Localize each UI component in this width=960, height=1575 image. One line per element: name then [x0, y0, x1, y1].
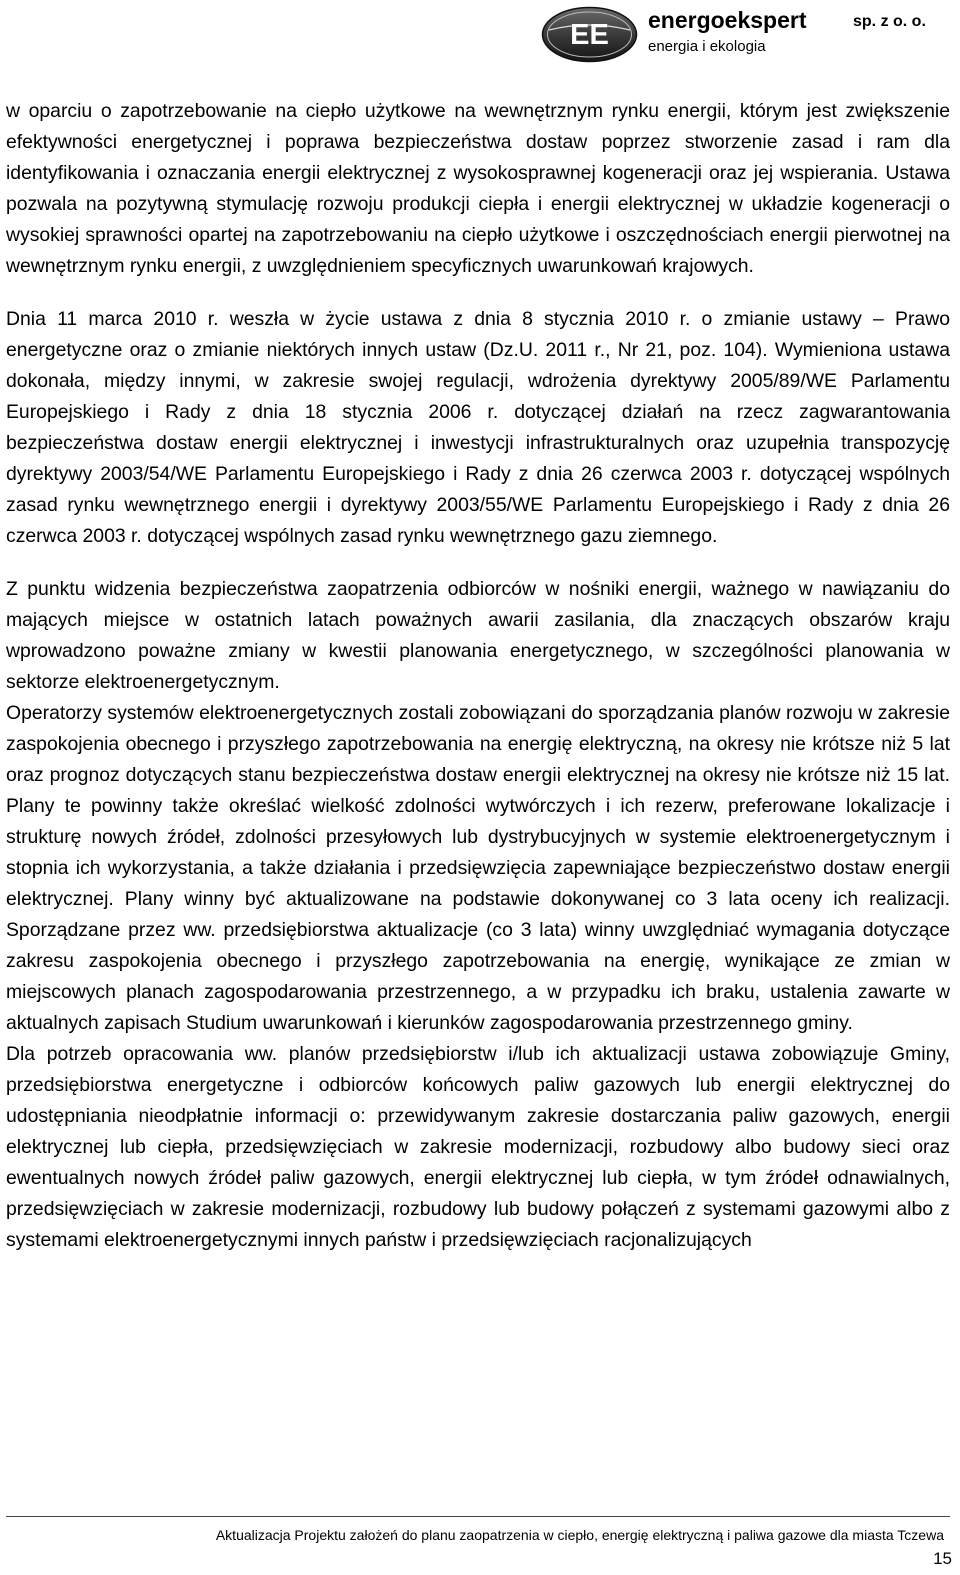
page-header: [0, 0, 960, 85]
document-body: [6, 96, 950, 1256]
energoekspert-logo-icon: [541, 6, 638, 63]
brand-tagline: energia i ekologia: [648, 38, 766, 55]
paragraph-operatorzy: Operatorzy systemów elektroenergetycznych zostali zobowiązani do sporządzania planów rozwoju w zakresie zaspokojenia obecnego i przyszłego zapotrzebowania na energię elektryczną, na okresy nie krótsze niż 5 lat oraz prognoz dotyczących stanu bezpieczeństwa dostaw energii elektrycznej na okresy nie krótsze niż 15 lat. Plany te powinny także określać wielkość zdolności wytwórczych i ich rezerw, preferowane lokalizacje i strukturę nowych źródeł, zdolności przesyłowych lub dystrybucyjnych w systemie elektroenergetycznym i stopnia ich wykorzystania, a także działania i przedsięwzięcia zapewniające bezpieczeństwo dostaw energii elektrycznej. Plany winny być aktualizowane na podstawie dokonywanej co 3 lata oceny ich realizacji. Sporządzane przez ww. przedsiębiorstwa aktualizacje (co 3 lata) winny uwzględniać wymagania dotyczące zakresu zaspokojenia obecnego i przyszłego zapotrzebowania na energię, wynikające ze zmian w miejscowych planach zagospodarowania przestrzennego, a w przypadku ich braku, ustalenia zawarte w aktualnych zapisach Studium uwarunkowań i kierunków zagospodarowania przestrzennego gminy.: [6, 702, 950, 1034]
paragraph-dla-potrzeb: Dla potrzeb opracowania ww. planów przedsiębiorstw i/lub ich aktualizacji ustawa zobowiązuje Gminy, przedsiębiorstwa energetyczne i odbiorców końcowych paliw gazowych lub energii elektrycznej do udostępniania nieodpłatnie informacji o: przewidywanym zakresie dostarczania paliw gazowych, energii elektrycznej lub ciepła, przedsięwzięciach w zakresie modernizacji, rozbudowy albo budowy sieci oraz ewentualnych nowych źródeł paliw gazowych, energii elektrycznej lub ciepła, w tym źródeł odnawialnych, przedsięwzięciach w zakresie modernizacji, rozbudowy lub budowy połączeń z systemami gazowymi albo z systemami elektroenergetycznymi innych państw i przedsięwzięciach racjonalizujących: [6, 1043, 950, 1251]
brand-name: energoekspert: [648, 7, 807, 33]
footer-title: Aktualizacja Projektu założeń do planu zaopatrzenia w ciepło, energię elektryczną i paliwa gazowe dla miasta Tczewa: [215, 1527, 944, 1543]
logo-letters: EE: [570, 19, 609, 51]
paragraph-ustawa-kogeneracja: w oparciu o zapotrzebowanie na ciepło użytkowe na wewnętrznym rynku energii, którym jest zwiększenie efektywności energetycznej i poprawa bezpieczeństwa dostaw poprzez stworzenie zasad i ram dla identyfikowania i oznaczania energii elektrycznej z wysokosprawnej kogeneracji oraz jej wspierania. Ustawa pozwala na pozytywną stymulację rozwoju produkcji ciepła i energii elektrycznej w układzie kogeneracji o wysokiej sprawności opartej na zapotrzebowaniu na ciepło użytkowe i oszczędnościach energii pierwotnej na wewnętrznym rynku energii, z uwzględnieniem specyficznych uwarunkowań krajowych.: [6, 100, 950, 277]
brand-legal-form: sp. z o. o.: [853, 13, 926, 30]
paragraph-prawo-energetyczne: Dnia 11 marca 2010 r. weszła w życie ustawa z dnia 8 stycznia 2010 r. o zmianie ustawy – Prawo energetyczne oraz o zmianie niektórych innych ustaw (Dz.U. 2011 r., Nr 21, poz. 104). Wymieniona ustawa dokonała, między innymi, w zakresie swojej regulacji, wdrożenia dyrektywy 2005/89/WE Parlamentu Europejskiego i Rady z dnia 18 stycznia 2006 r. dotyczącej działań na rzecz zagwarantowania bezpieczeństwa dostaw energii elektrycznej i inwestycji infrastrukturalnych oraz uzupełnia transpozycję dyrektywy 2003/54/WE Parlamentu Europejskiego i Rady z dnia 26 czerwca 2003 r. dotyczącej wspólnych zasad rynku wewnętrznego energii i dyrektywy 2003/55/WE Parlamentu Europejskiego i Rady z dnia 26 czerwca 2003 r. dotyczącej wspólnych zasad rynku wewnętrznego gazu ziemnego.: [6, 308, 950, 547]
page-number: 15: [933, 1549, 952, 1568]
paragraph-bezpieczenstwo: Z punktu widzenia bezpieczeństwa zaopatrzenia odbiorców w nośniki energii, ważnego w nawiązaniu do mających miejsce w ostatnich latach poważnych awarii zasilania, dla znaczących obszarów kraju wprowadzono poważne zmiany w kwestii planowania energetycznego, w szczególności planowania w sektorze elektroenergetycznym.: [6, 578, 950, 693]
footer-divider: [6, 1516, 950, 1517]
